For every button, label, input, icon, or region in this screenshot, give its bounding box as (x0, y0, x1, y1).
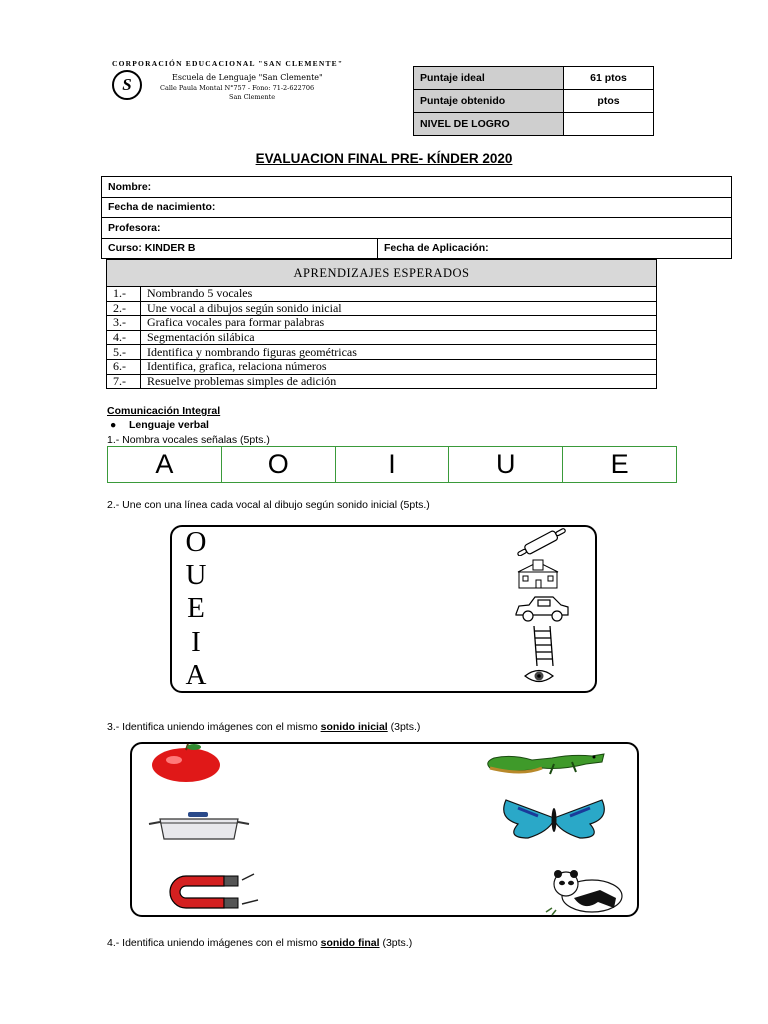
learning-row (107, 330, 657, 345)
vowel-cell: U (449, 447, 563, 483)
apple-icon (138, 742, 234, 784)
corporation-line: CORPORACIÓN EDUCACIONAL "SAN CLEMENTE" (112, 59, 344, 68)
vowels-table (107, 446, 677, 483)
question-4 (107, 937, 412, 949)
ideal-score-value: 61 ptos (564, 67, 654, 90)
learnings-header: APRENDIZAJES ESPERADOS (107, 260, 657, 287)
rolling-pin-icon (513, 528, 571, 556)
learning-row (107, 345, 657, 360)
school-city: San Clemente (229, 93, 276, 101)
learning-text: Resuelve problemas simples de adición (141, 374, 657, 389)
school-building-icon (517, 558, 559, 590)
iguana-icon (482, 744, 608, 776)
match-letter: E (187, 592, 205, 624)
school-name: Escuela de Lenguaje "San Clemente" (172, 73, 323, 82)
ladder-icon (528, 624, 558, 668)
score-row-obtained (414, 90, 654, 113)
teacher-label: Profesora: (102, 218, 732, 239)
ideal-score-label: Puntaje ideal (414, 67, 564, 90)
learning-text: Nombrando 5 vocales (141, 287, 657, 302)
learning-text: Identifica y nombrando figuras geométricas (141, 345, 657, 360)
magnet-icon (154, 870, 266, 912)
document-title: EVALUACION FINAL PRE- KÍNDER 2020 (255, 151, 513, 166)
obtained-score-value: ptos (564, 90, 654, 113)
learning-number: 7.- (107, 374, 141, 389)
vowel-cell: A (108, 447, 222, 483)
learning-text: Grafica vocales para formar palabras (141, 316, 657, 331)
bullet-icon: ● (110, 419, 117, 431)
question-4-prefix: 4.- Identifica uniendo imágenes con el mismo (107, 937, 321, 949)
learning-number: 1.- (107, 287, 141, 302)
logo-letter: S (122, 75, 132, 94)
learnings-table (106, 259, 657, 389)
question-3-suffix: (3pts.) (387, 721, 421, 733)
learning-row (107, 374, 657, 389)
student-info-table (101, 176, 732, 259)
learning-row (107, 316, 657, 331)
learning-number: 5.- (107, 345, 141, 360)
name-label: Nombre: (102, 177, 732, 198)
question-3 (107, 721, 420, 733)
school-address: Calle Paula Montal N°757 - Fono: 71-2-622706 (160, 84, 315, 92)
learning-text: Segmentación silábica (141, 330, 657, 345)
question-1: 1.- Nombra vocales señalas (5pts.) (107, 434, 270, 446)
question-4-emphasis: sonido final (320, 937, 380, 949)
vowel-cell: I (335, 447, 449, 483)
match-letter: A (185, 659, 207, 691)
application-date-label: Fecha de Aplicación: (378, 238, 732, 259)
learning-number: 6.- (107, 359, 141, 374)
match-letter: O (185, 526, 207, 558)
learning-row (107, 301, 657, 316)
section-title: Comunicación Integral (107, 405, 221, 417)
score-row-level (414, 113, 654, 136)
butterfly-icon (498, 798, 610, 840)
car-icon (513, 594, 571, 624)
school-logo (112, 70, 142, 100)
learning-text: Une vocal a dibujos según sonido inicial (141, 301, 657, 316)
subsection-label: Lenguaje verbal (129, 419, 209, 431)
question-3-prefix: 3.- Identifica uniendo imágenes con el mismo (107, 721, 321, 733)
birth-date-label: Fecha de nacimiento: (102, 197, 732, 218)
subsection-title (110, 419, 209, 431)
match-letter: I (191, 626, 201, 658)
learning-number: 3.- (107, 316, 141, 331)
match-letter: U (185, 559, 207, 591)
question-2: 2.- Une con una línea cada vocal al dibujo según sonido inicial (5pts.) (107, 499, 430, 511)
learning-number: 4.- (107, 330, 141, 345)
achievement-level-label: NIVEL DE LOGRO (414, 113, 564, 136)
achievement-level-value (564, 113, 654, 136)
vowel-cell: E (563, 447, 677, 483)
obtained-score-label: Puntaje obtenido (414, 90, 564, 113)
learning-text: Identifica, grafica, relaciona números (141, 359, 657, 374)
learning-number: 2.- (107, 301, 141, 316)
score-table (413, 66, 654, 136)
cooking-pot-icon (146, 810, 252, 842)
vowel-cell: O (221, 447, 335, 483)
panda-icon (544, 868, 628, 916)
eye-icon (524, 668, 554, 684)
learning-row (107, 359, 657, 374)
question-4-suffix: (3pts.) (379, 937, 413, 949)
course-label: Curso: KINDER B (102, 238, 378, 259)
learning-row (107, 287, 657, 302)
score-row-ideal (414, 67, 654, 90)
question-3-emphasis: sonido inicial (320, 721, 388, 733)
